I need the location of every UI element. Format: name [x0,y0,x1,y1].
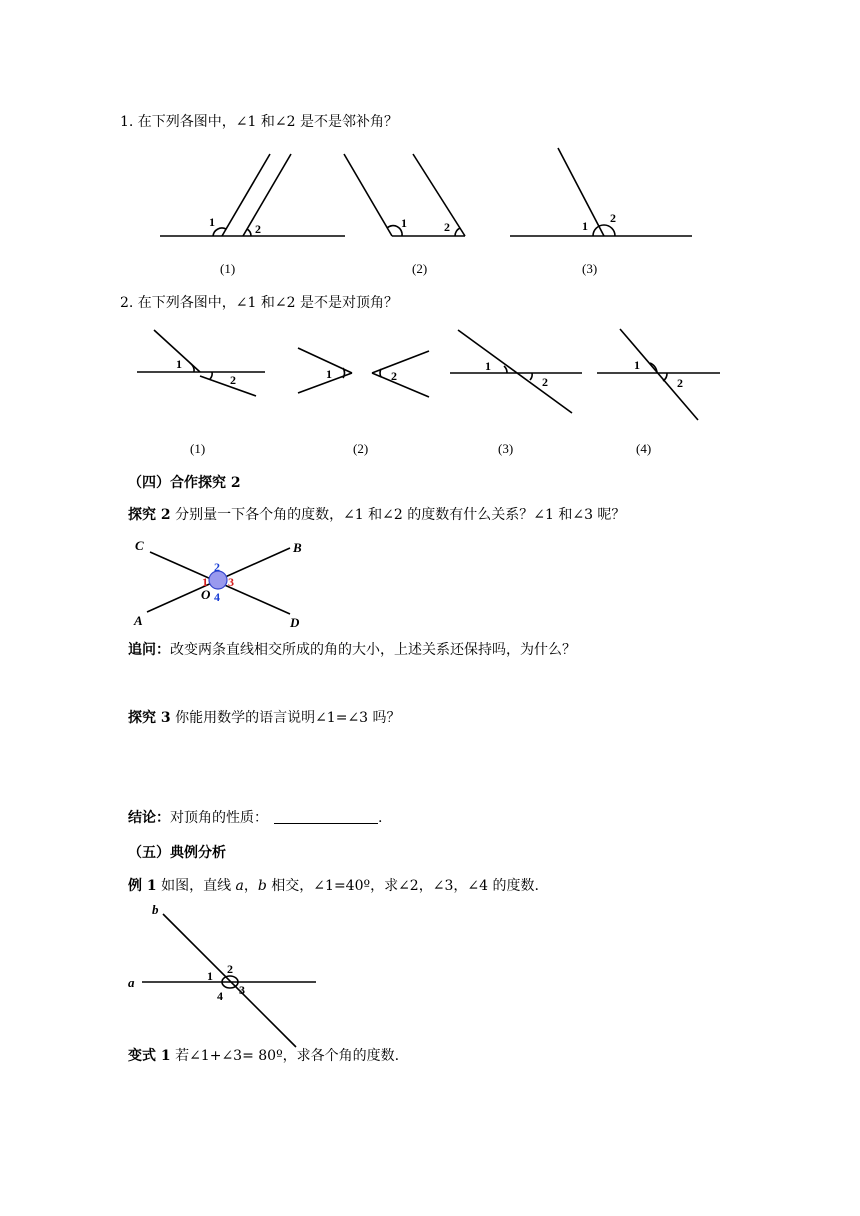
example-angle-3-label: 3 [239,983,245,997]
q1f2-angle-2-arc [455,228,460,236]
variant-1-body: 若∠1+∠3= 80º，求各个角的度数. [175,1048,400,1064]
line-a-label: a [128,975,135,990]
q2-caption-1: (1) [190,441,206,456]
point-o-label: O [201,587,211,602]
q1-figure-2 [344,154,465,236]
conclusion-body: 对顶角的性质： [170,810,268,826]
line-b [163,914,296,1047]
q2f3-transversal [458,330,572,413]
q2f3-angle-2-label: 2 [542,375,548,389]
q1f1-angle-1-label: 1 [209,215,215,229]
q2-figure-1 [137,330,265,396]
q1f2-angle-1-label: 1 [401,216,407,230]
section-5-title: （五）典例分析 [128,845,226,861]
conclusion-end: . [378,810,383,826]
q2f2-angle-2-arc [380,369,381,377]
q1f3-ray [558,148,604,236]
q2-figure-4 [597,329,720,420]
example-angle-4-label: 4 [217,989,223,1003]
q2f4-angle-2-label: 2 [677,376,683,390]
q1f2-right-line [413,154,465,236]
q2f4-angle-1-label: 1 [634,358,640,372]
line-b-label: b [152,902,159,917]
section-4-title: （四）合作探究 2 [128,475,241,491]
q2f1-angle-2-label: 2 [230,373,236,387]
q2f4-transversal [620,329,698,420]
example-angle-1-label: 1 [207,969,213,983]
example-1-figure [128,902,316,1047]
q2f1-lower-segment [200,376,256,396]
example-1-var-a: a [235,878,244,894]
example-1-mid2: 相交，∠1=40º，求∠2，∠3，∠4 的度数. [266,878,539,894]
q2f1-angle-2-arc [210,372,212,379]
q1-figure-1 [160,154,345,236]
explore-2-label: 探究 2 [128,507,171,523]
variant-1-label: 变式 1 [128,1048,171,1064]
q1-caption-3: (3) [582,261,598,276]
example-1-var-b: b [257,878,267,894]
q1f3-angle-1-label: 1 [582,219,588,233]
explore-3-label: 探究 3 [128,710,171,726]
conclusion-label: 结论： [128,810,170,826]
followup-label: 追问： [128,642,170,658]
q2f3-angle-2-arc [530,373,532,380]
q2-caption-3: (3) [498,441,514,456]
explore-angle-4-label: 4 [214,590,220,604]
q2f3-angle-1-label: 1 [485,359,491,373]
question-2-text: 2. 在下列各图中，∠1 和∠2 是不是对顶角？ [120,295,398,311]
explore-angle-3-label: 3 [228,575,234,589]
example-1-pre: 如图，直线 [161,878,236,894]
explore-angle-1-label: 1 [202,575,208,589]
q2-figure-2 [298,348,429,397]
q2f1-angle-1-label: 1 [176,357,182,371]
q1f3-angle-2-label: 2 [610,211,616,225]
q1f1-angle-2-arc [247,229,251,236]
q2-figure-3 [450,330,582,413]
q1f1-angle-2-label: 2 [255,222,261,236]
q2f2-angle-2-label: 2 [391,369,397,383]
point-d-label: D [290,615,300,630]
explore-2-figure [133,538,302,630]
point-b-label: B [293,540,302,555]
q2f2-angle-1-arc [343,368,345,378]
q1-caption-1: (1) [220,261,236,276]
q2f1-angle-1-arc [190,363,194,372]
point-c-label: C [135,538,144,553]
point-a-label: A [134,613,143,628]
q2-caption-2: (2) [353,441,369,456]
q1f2-left-line [344,154,392,236]
example-1-label: 例 1 [128,878,157,894]
q2f2-angle-1-label: 1 [326,367,332,381]
explore-3-body: 你能用数学的语言说明∠1=∠3 吗？ [175,710,401,726]
q1-figure-3 [510,148,692,236]
q1f1-slanted-line-1 [222,154,270,236]
followup-body: 改变两条直线相交所成的角的大小，上述关系还保持吗，为什么？ [170,642,576,658]
example-angle-2-label: 2 [227,962,233,976]
q1-caption-2: (2) [412,261,428,276]
q2f4-angle-2-arc [663,373,667,381]
example-1-mid1: ， [243,878,258,894]
q1f1-slanted-line-2 [243,154,291,236]
question-1-text: 1. 在下列各图中，∠1 和∠2 是不是邻补角？ [120,114,398,130]
explore-2-body: 分别量一下各个角的度数，∠1 和∠2 的度数有什么关系？∠1 和∠3 呢？ [175,507,626,523]
q2-caption-4: (4) [636,441,652,456]
explore-angle-2-label: 2 [214,560,220,574]
q1f2-angle-2-label: 2 [444,220,450,234]
q2f3-angle-1-arc [504,366,507,373]
